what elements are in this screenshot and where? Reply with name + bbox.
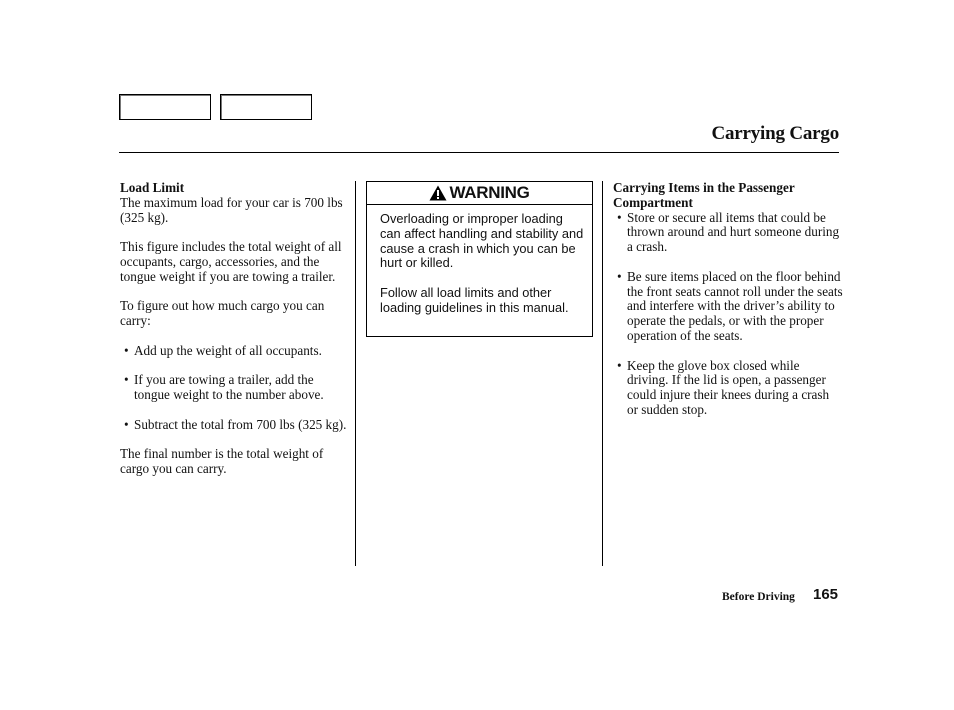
- paragraph: The maximum load for your car is 700 lbs (325 kg).: [120, 194, 343, 225]
- section-heading: Carrying Items in the Passenger Compartment: [613, 180, 795, 210]
- bullet-item: • Store or secure all items that could be thrown around and hurt someone during a crash.: [617, 209, 840, 255]
- bullet-item: • Subtract the total from 700 lbs (325 kg).: [124, 416, 347, 432]
- bullet-icon: •: [617, 357, 622, 373]
- section-heading: Load Limit: [120, 180, 185, 195]
- bullet-icon: •: [617, 209, 622, 225]
- page-title: Carrying Cargo: [711, 123, 839, 144]
- warning-text: Follow all load limits and other loading guidelines in this manual.: [380, 284, 569, 315]
- warning-header: [367, 182, 592, 205]
- paragraph: To figure out how much cargo you can carry:: [120, 298, 325, 329]
- paragraph: The final number is the total weight of cargo you can carry.: [120, 446, 324, 477]
- bullet-icon: •: [617, 268, 622, 284]
- bullet-icon: •: [124, 372, 129, 388]
- bullet-item: • Add up the weight of all occupants.: [124, 342, 322, 358]
- left-column: [120, 181, 352, 477]
- warning-text: Overloading or improper loading can affect handling and stability and cause a crash in which you can be hurt or killed.: [380, 211, 584, 271]
- bullet-item: • Keep the glove box closed while driving. If the lid is open, a passenger could injure their knees during a crash or sudden stop.: [617, 357, 830, 417]
- nav-button-2[interactable]: [220, 94, 312, 120]
- bullet-icon: •: [124, 342, 129, 358]
- warning-triangle-icon: [429, 185, 447, 201]
- bullet-item: • If you are towing a trailer, add the tongue weight to the number above.: [124, 372, 324, 403]
- paragraph: This figure includes the total weight of all occupants, cargo, accessories, and the tongue weight if you are towing a trailer.: [120, 239, 342, 284]
- page-number: 165: [813, 586, 839, 603]
- title-divider: [119, 152, 839, 153]
- warning-box: [366, 181, 593, 337]
- column-divider: [355, 181, 356, 566]
- bullet-icon: •: [124, 416, 129, 432]
- nav-button-1[interactable]: [119, 94, 211, 120]
- warning-title: WARNING: [449, 183, 530, 202]
- column-divider: [602, 181, 603, 566]
- right-column: [613, 181, 843, 418]
- footer-section-label: Before Driving: [722, 591, 795, 603]
- bullet-item: • Be sure items placed on the floor behind the front seats cannot roll under the seats and interfere with the driver’s ability to operate the pedals, or with the proper operation of the seats.: [617, 268, 843, 343]
